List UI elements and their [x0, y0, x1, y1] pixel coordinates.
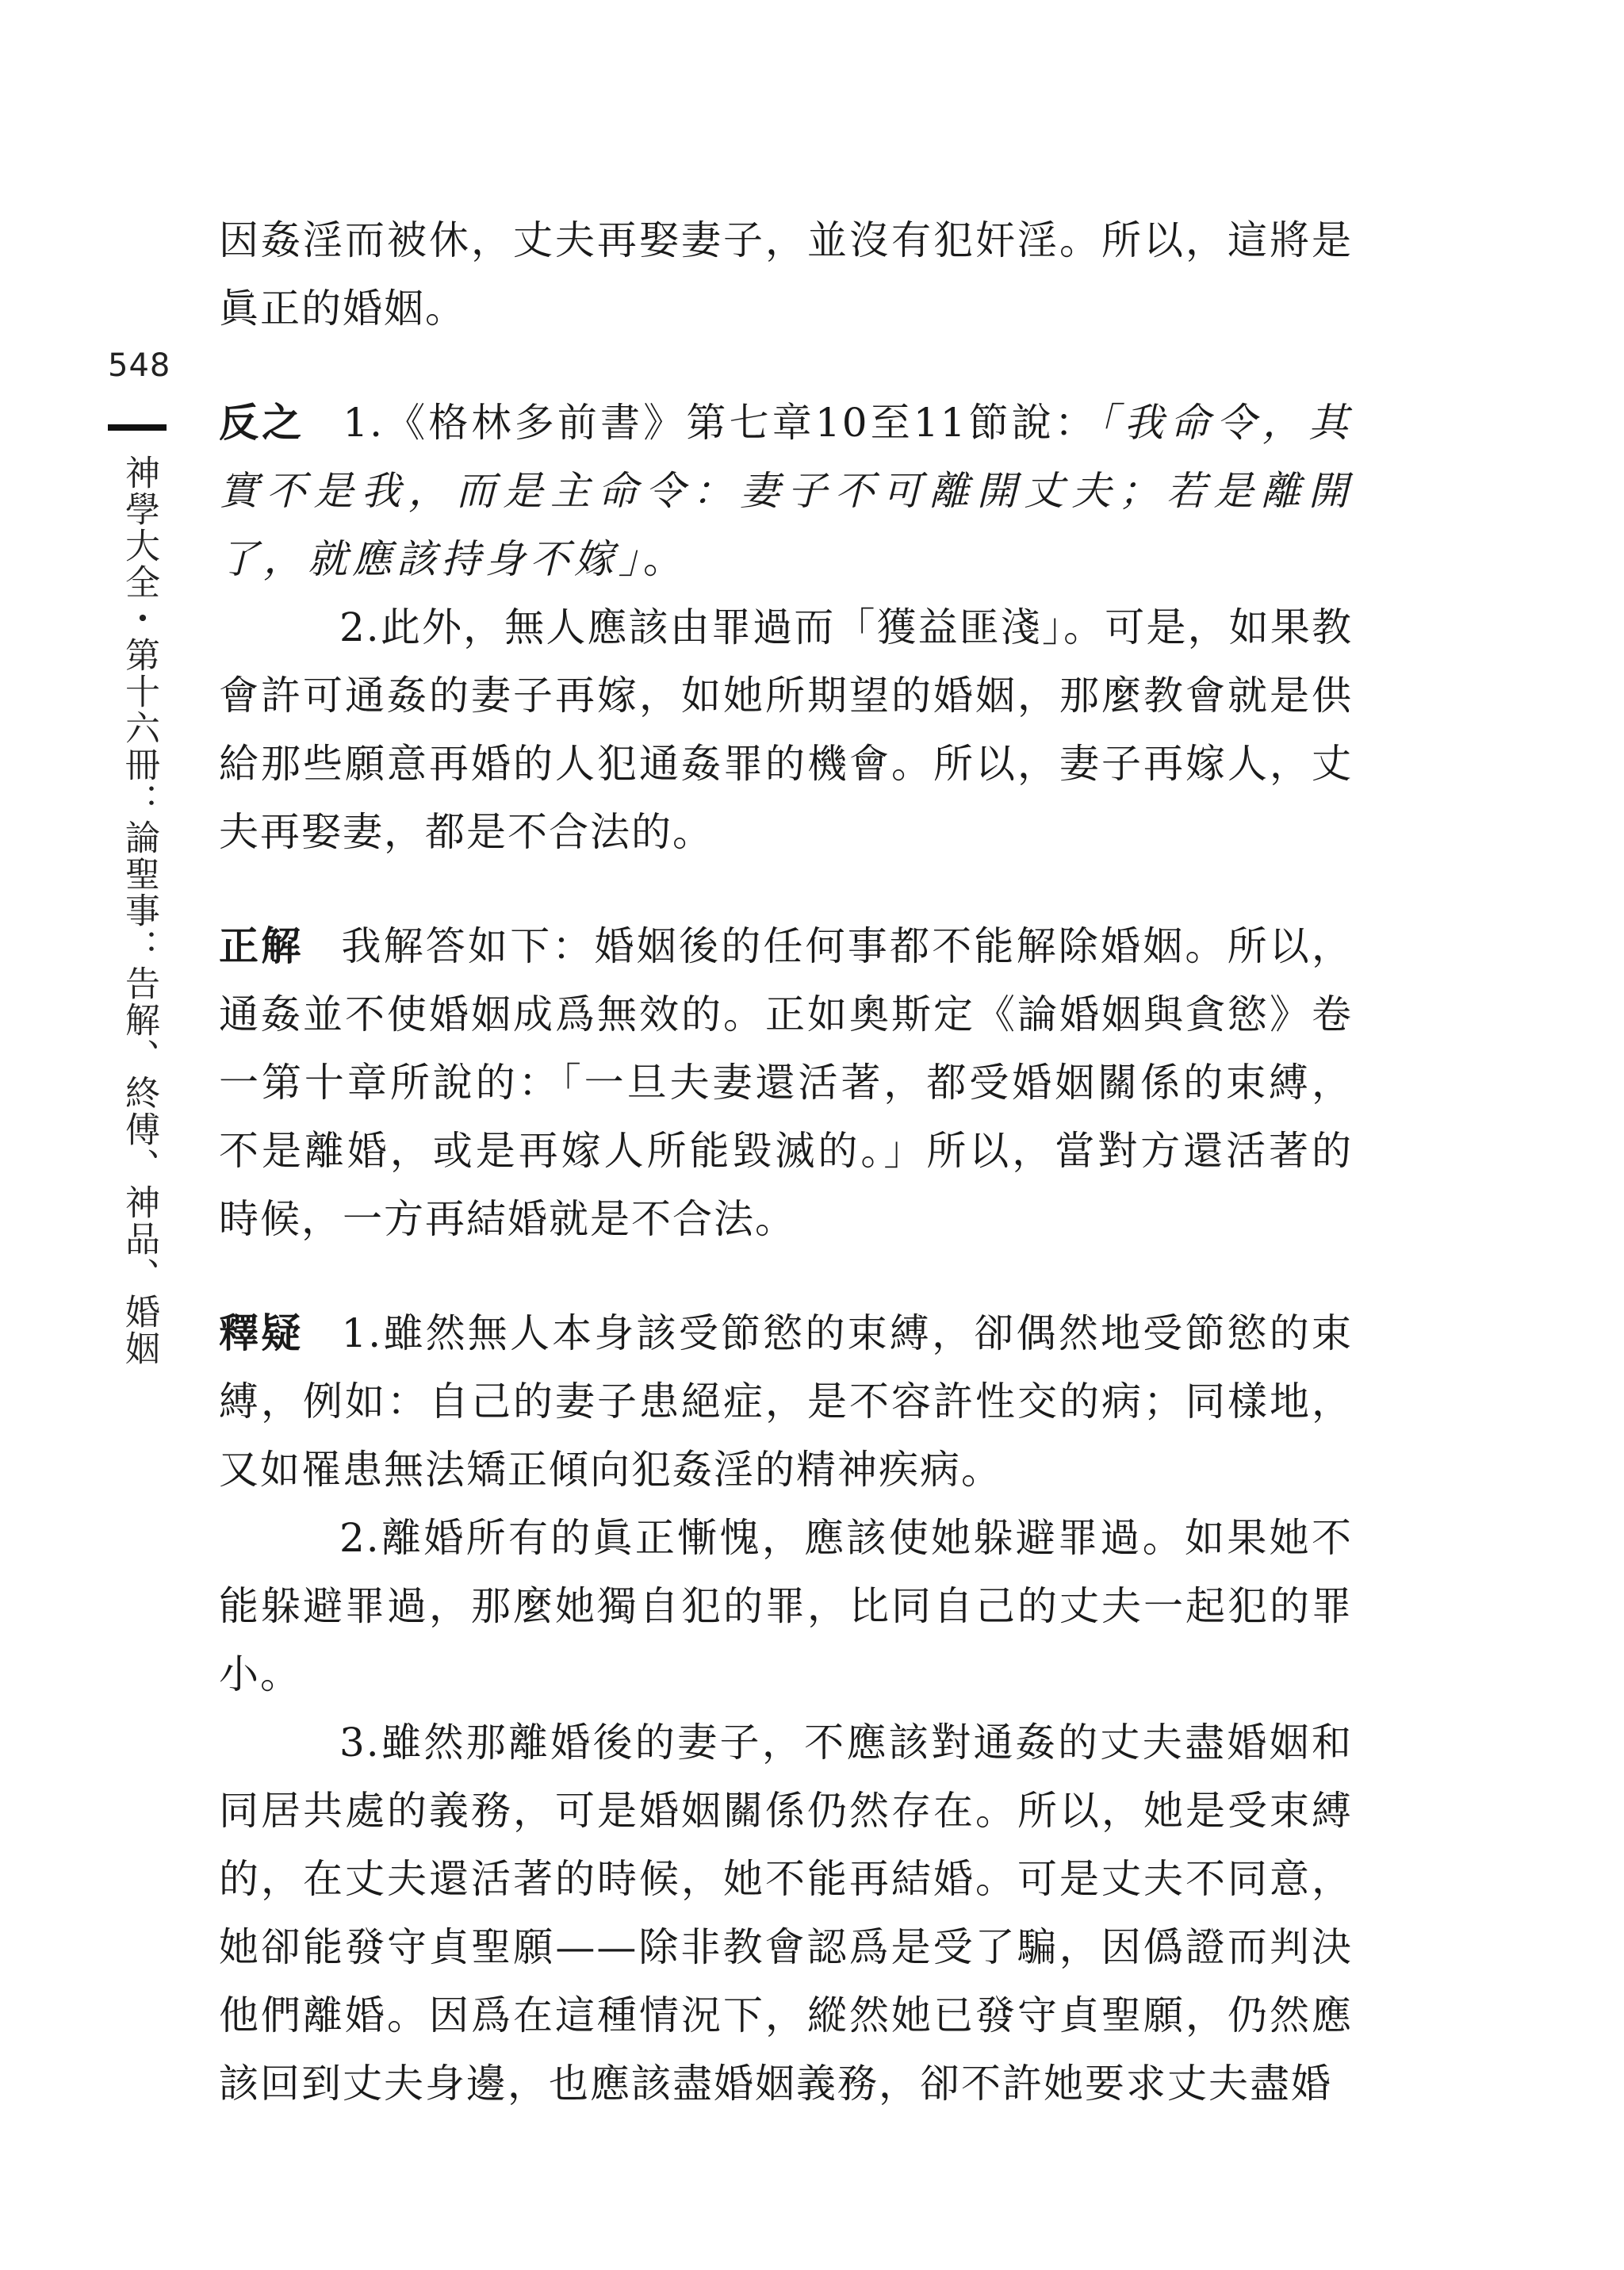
reply-paragraph-2: 2.離婚所有的眞正慚愧，應該使她躲避罪過。如果她不能躲避罪過，那麼她獨自犯的罪，比同自己的丈夫一起犯的罪小。: [219, 1515, 1353, 1697]
reply-paragraph-3: 3.雖然那離婚後的妻子，不應該對通姦的丈夫盡婚姻和同居共處的義務，可是婚姻關係仍然存在。所以，她是受束縛的，在丈夫還活著的時候，她不能再結婚。可是丈夫不同意，她卻能發守貞聖願——除非教會認爲是受了騙，因僞證而判決他們離婚。因爲在這種情況下，縱然她已發守貞聖願，仍然應該回到丈夫身邊，也應該盡婚姻義務，卻不許她要求丈夫盡婚: [219, 1720, 1353, 2107]
margin-rule: [108, 424, 167, 431]
opening-paragraph: 因姦淫而被休，丈夫再娶妻子，並沒有犯奸淫。所以，這將是眞正的婚姻。: [219, 217, 1353, 332]
answer-text: 我解答如下：婚姻後的任何事都不能解除婚姻。所以，通姦並不使婚姻成爲無效的。正如奧斯定《論婚姻與貪慾》卷一第十章所說的：「一旦夫妻還活著，都受婚姻關係的束縛，不是離婚，或是再嫁人所能毀滅的。」所以，當對方還活著的時候，一方再結婚就是不合法。: [219, 923, 1354, 1242]
objection-1-end: 。: [643, 536, 684, 582]
running-head: 神學大全・第十六冊：論聖事：告解、終傅、神品、婚姻: [119, 454, 159, 1367]
answer-section: [219, 912, 1353, 1253]
objection-1-intro: 1.《格林多前書》第七章10至11節說：: [343, 400, 1098, 446]
answer-label: 正解: [219, 923, 304, 969]
reply-1-text: 1.雖然無人本身該受節慾的束縛，卻偶然地受節慾的束縛，例如：自己的妻子患絕症，是不容許性交的病；同樣地，又如罹患無法矯正傾向犯姦淫的精神疾病。: [219, 1310, 1354, 1493]
answer-paragraph: [219, 912, 1353, 1253]
objection-paragraph-2: 2.此外，無人應該由罪過而「獲益匪淺」。可是，如果教會許可通姦的妻子再嫁，如她所期望的婚姻，那麼教會就是供給那些願意再婚的人犯通姦罪的機會。所以，妻子再嫁人，丈夫再娶妻，都是不合法的。: [219, 604, 1353, 855]
reply-paragraph-1: [219, 1299, 1353, 1504]
page-number: 548: [108, 347, 171, 384]
objection-paragraph-1: [219, 389, 1353, 593]
body-text: [219, 206, 1353, 2118]
objection-section: [219, 389, 1353, 866]
scripture-quote: 「我命令，其實不是我，而是主命令：妻子不可離開丈夫；若是離開了，就應該持身不嫁」: [219, 400, 1354, 582]
objection-label: 反之: [219, 400, 305, 446]
replies-label: 釋疑: [219, 1310, 304, 1356]
replies-section: [219, 1299, 1353, 2118]
